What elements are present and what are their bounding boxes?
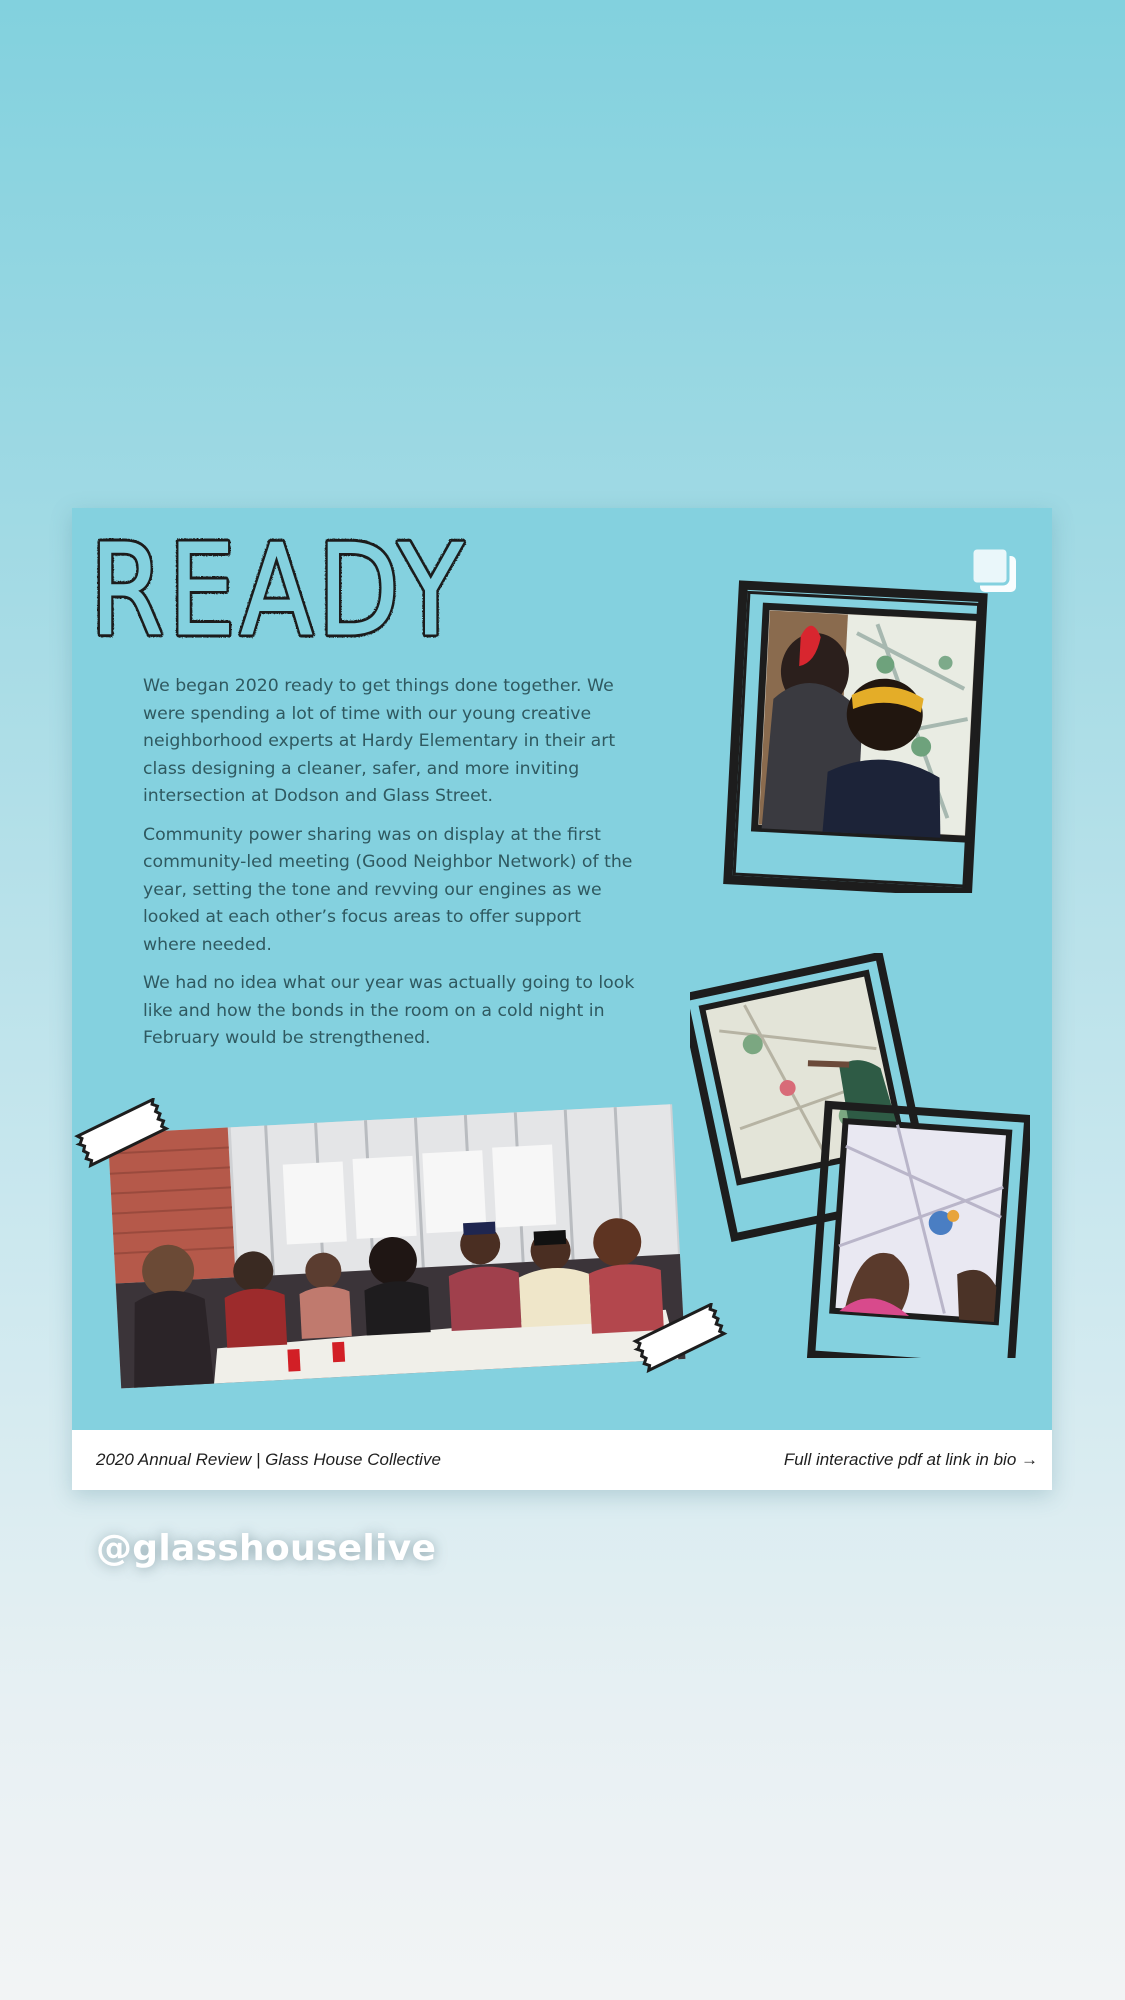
- body-paragraph-2: Community power sharing was on display at the first community-led meeting (Good Neighbor Network) of the year, setting the tone and revving our engines as we looked at each other’s focus areas to offer support where needed.: [143, 824, 633, 955]
- footer-caption: 2020 Annual Review | Glass House Collective: [96, 1450, 441, 1469]
- photo-map-hands: [811, 1105, 1028, 1358]
- ready-title: [86, 526, 476, 650]
- post-card[interactable]: [72, 508, 1052, 1490]
- ready-title-text: READY: [90, 526, 468, 650]
- photo-students-map: [755, 606, 980, 839]
- footer-link-hint[interactable]: Full interactive pdf at link in bio →: [783, 1450, 1038, 1469]
- post-footer: [72, 1430, 1052, 1490]
- body-paragraph-3: We had no idea what our year was actually going to look like and how the bonds in the room on a cold night in February would be strengthened.: [143, 973, 635, 1048]
- photo-students-map-frame: [712, 563, 992, 893]
- post-body-text: [143, 673, 638, 1064]
- tape-left: [74, 1098, 174, 1178]
- ready-title-fill: READY: [90, 526, 468, 650]
- tape-right: [632, 1303, 732, 1383]
- body-paragraph-1: We began 2020 ready to get things done together. We were spending a lot of time with our young creative neighborhood experts at Hardy Elementary in their art class designing a cleaner, safer, and more inviting intersection at Dodson and Glass Street.: [143, 676, 616, 806]
- account-handle[interactable]: @glasshouselive: [96, 1528, 437, 1569]
